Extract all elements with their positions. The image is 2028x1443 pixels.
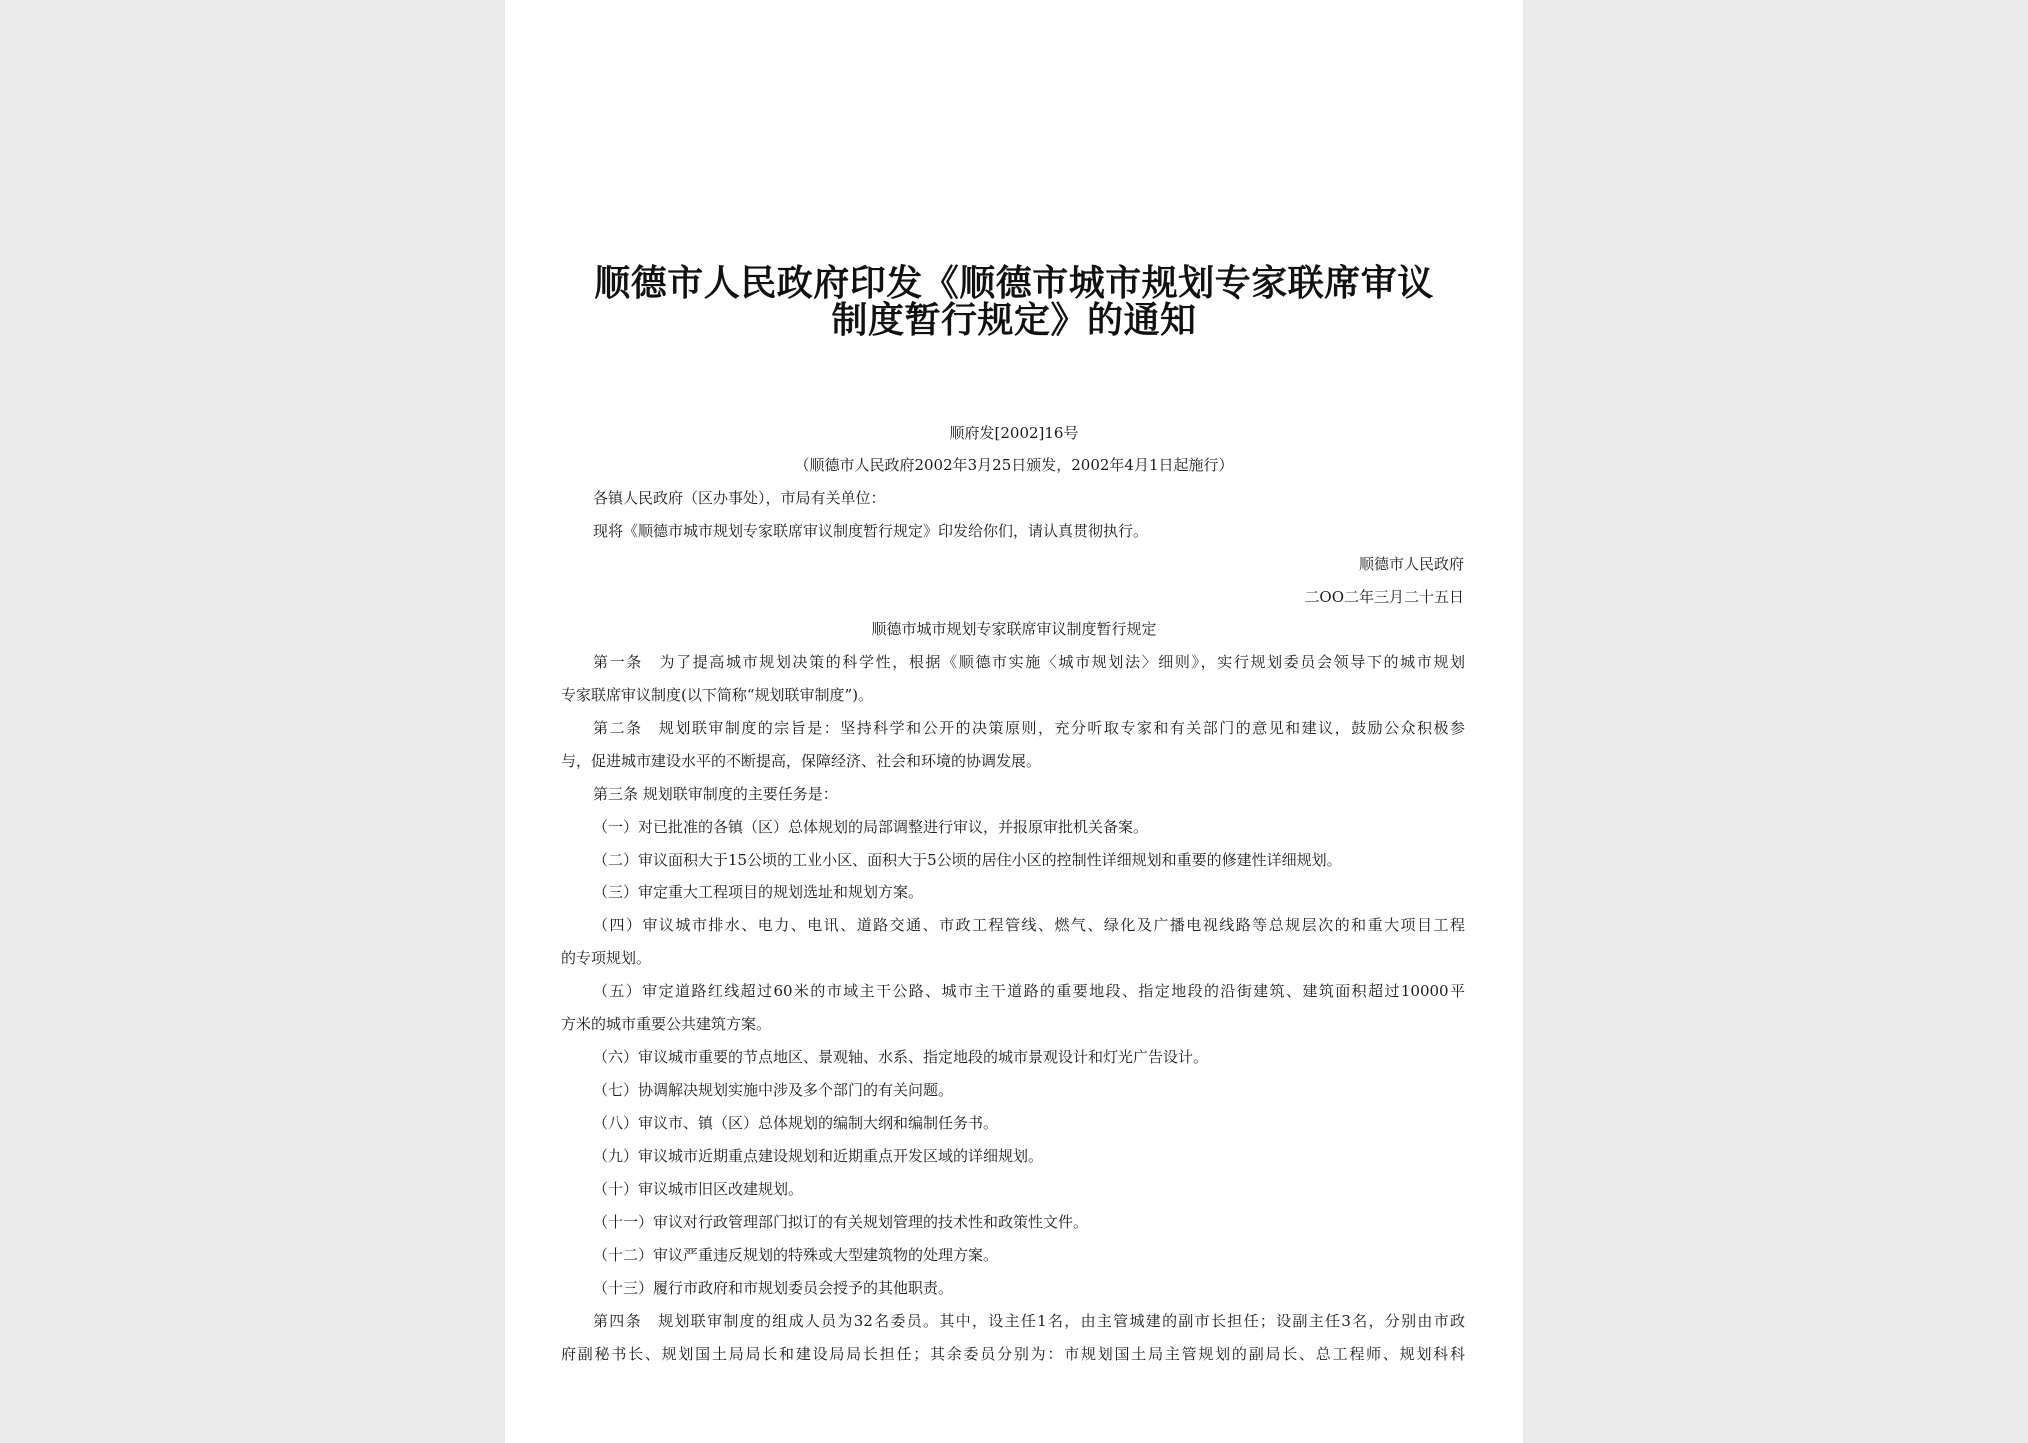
article-3-item-3: （三）审定重大工程项目的规划选址和规划方案。	[593, 883, 924, 901]
article-3: 第三条 规划联审制度的主要任务是：	[593, 785, 838, 803]
signature: 顺德市人民政府	[1358, 555, 1464, 573]
article-3-item-5-line-2: 方米的城市重要公共建筑方案。	[561, 1015, 772, 1033]
article-3-item-7: （七）协调解决规划实施中涉及多个部门的有关问题。	[593, 1081, 954, 1099]
article-2-line-2: 与，促进城市建设水平的不断提高，保障经济、社会和环境的协调发展。	[561, 752, 1042, 770]
article-3-item-6: （六）审议城市重要的节点地区、景观轴、水系、指定地段的城市景观设计和灯光广告设计。	[593, 1048, 1209, 1066]
article-1-line-1: 第一条 为了提高城市规划决策的科学性，根据《顺德市实施〈城市规划法〉细则》，实行规划委员会领导下的城市规划	[593, 653, 1465, 671]
document-number: 顺府发[2002]16号	[949, 424, 1079, 442]
article-3-item-4-line-1: （四）审议城市排水、电力、电讯、道路交通、市政工程管线、燃气、绿化及广播电视线路等总规层次的和重大项目工程	[593, 916, 1465, 934]
article-1-line-2: 专家联席审议制度(以下简称“规划联审制度”)。	[561, 686, 874, 704]
article-3-item-11: （十一）审议对行政管理部门拟订的有关规划管理的技术性和政策性文件。	[593, 1213, 1089, 1231]
article-4-line-2: 府副秘书长、规划国土局局长和建设局局长担任；其余委员分别为：市规划国土局主管规划的副局长、总工程师、规划科科	[561, 1345, 1465, 1363]
article-3-item-8: （八）审议市、镇（区）总体规划的编制大纲和编制任务书。	[593, 1114, 999, 1132]
addressee: 各镇人民政府（区办事处），市局有关单位：	[593, 489, 886, 507]
regulation-subtitle: 顺德市城市规划专家联席审议制度暂行规定	[871, 620, 1157, 638]
document-title-line-1: 顺德市人民政府印发《顺德市城市规划专家联席审议	[594, 262, 1434, 304]
document-title-line-2: 制度暂行规定》的通知	[831, 299, 1197, 341]
document-page	[505, 0, 1523, 1443]
issue-note: （顺德市人民政府2002年3月25日颁发，2002年4月1日起施行）	[794, 456, 1234, 474]
article-2-line-1: 第二条 规划联审制度的宗旨是：坚持科学和公开的决策原则，充分听取专家和有关部门的意见和建议，鼓励公众积极参	[593, 719, 1465, 737]
article-3-item-1: （一）对已批准的各镇（区）总体规划的局部调整进行审议，并报原审批机关备案。	[593, 818, 1149, 836]
article-4-line-1: 第四条 规划联审制度的组成人员为32名委员。其中，设主任1名，由主管城建的副市长担任；设副主任3名，分别由市政	[593, 1312, 1465, 1330]
article-3-item-10: （十）审议城市旧区改建规划。	[593, 1180, 804, 1198]
intro-paragraph: 现将《顺德市城市规划专家联席审议制度暂行规定》印发给你们，请认真贯彻执行。	[593, 522, 1149, 540]
article-3-item-2: （二）审议面积大于15公顷的工业小区、面积大于5公顷的居住小区的控制性详细规划和重要的修建性详细规划。	[593, 851, 1342, 869]
article-3-item-9: （九）审议城市近期重点建设规划和近期重点开发区域的详细规划。	[593, 1147, 1044, 1165]
article-3-item-12: （十二）审议严重违反规划的特殊或大型建筑物的处理方案。	[593, 1246, 999, 1264]
signature-date: 二OO二年三月二十五日	[1304, 588, 1464, 606]
article-3-item-4-line-2: 的专项规划。	[561, 949, 652, 967]
article-3-item-13: （十三）履行市政府和市规划委员会授予的其他职责。	[593, 1279, 954, 1297]
article-3-item-5-line-1: （五）审定道路红线超过60米的市域主干公路、城市主干道路的重要地段、指定地段的沿街建筑、建筑面积超过10000平	[593, 982, 1465, 1000]
